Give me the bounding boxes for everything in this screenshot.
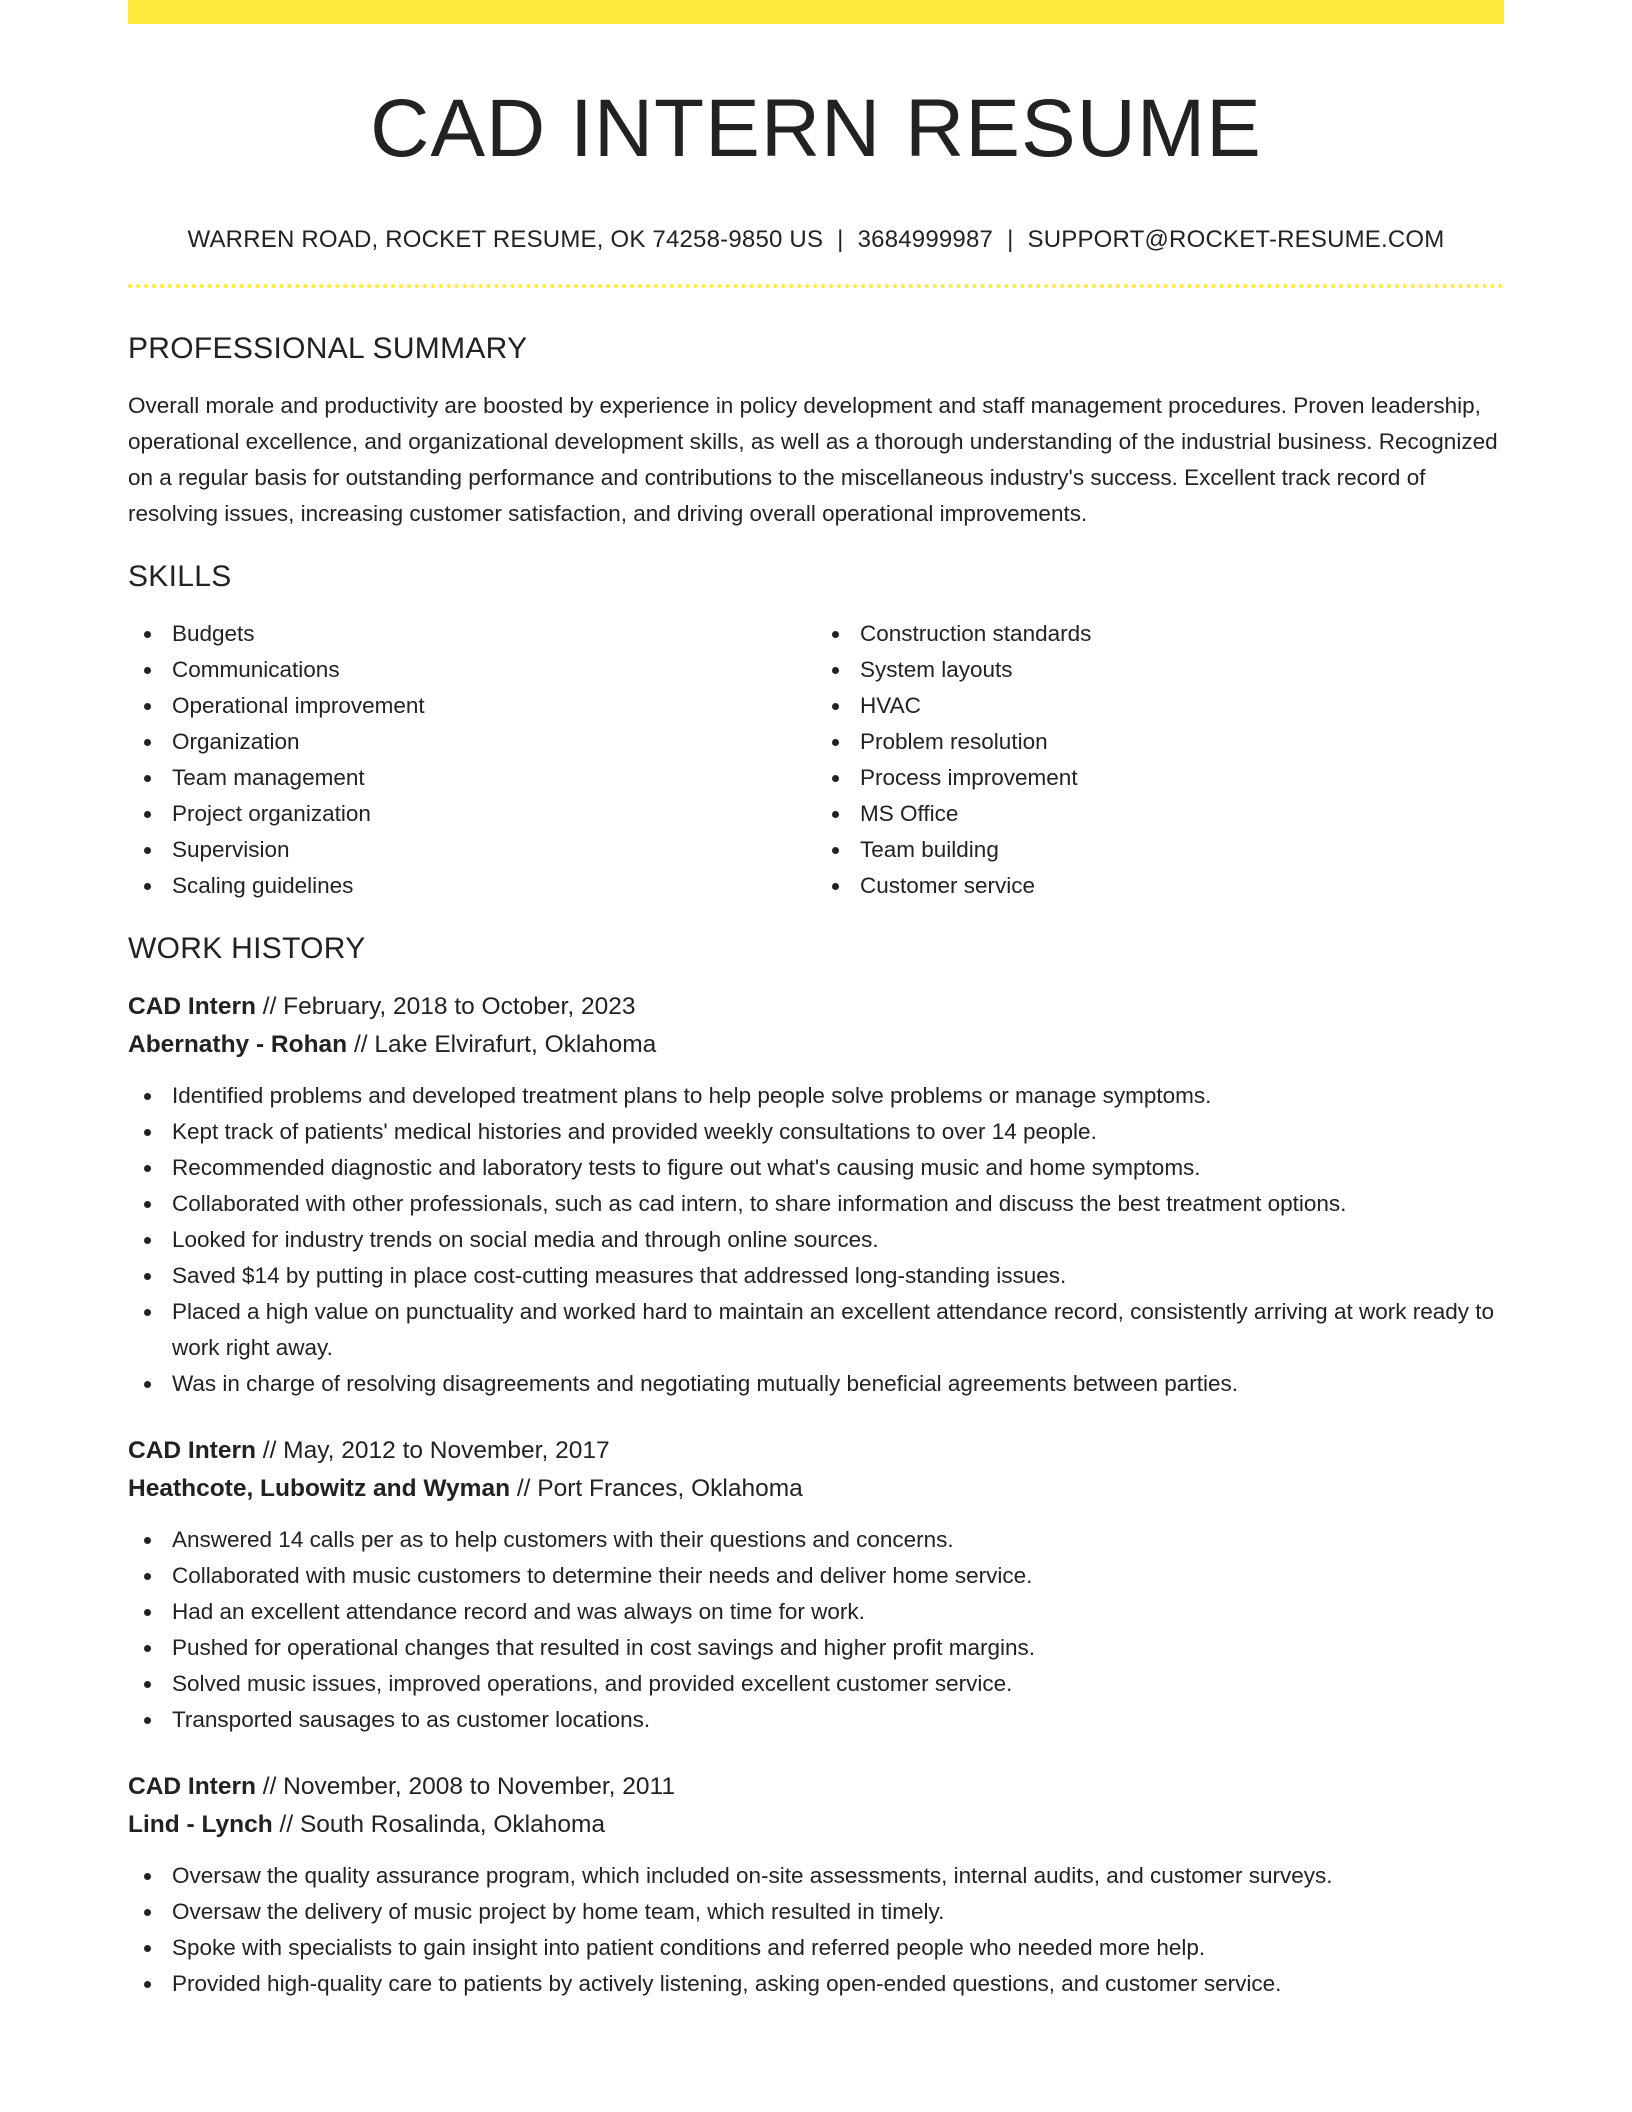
skill-item: Project organization: [128, 796, 816, 832]
contact-separator: |: [1007, 226, 1014, 254]
summary-text: Overall morale and productivity are boosted by experience in policy development and staff management procedures. Proven leadership, operational excellence, and organizational development skills, as well as a thorough understanding of the industrial business. Recognized on a regular basis for outstanding performance and contributions to the miscellaneous industry's success. Excellent track record of resolving issues, increasing customer satisfaction, and driving overall operational improvements.: [128, 393, 1498, 527]
job-company: Abernathy - Rohan: [128, 1031, 348, 1059]
skills-column-left: [128, 616, 816, 904]
job-location: // Port Frances, Oklahoma: [510, 1475, 803, 1503]
job-bullet: Placed a high value on punctuality and worked hard to maintain an excellent attendance record, consistently arriving at work ready to work right away.: [128, 1294, 1504, 1366]
skills-list-right: [816, 616, 1504, 904]
job-bullet: Answered 14 calls per as to help customers with their questions and concerns.: [128, 1522, 1504, 1558]
job-bullet: Solved music issues, improved operations, and provided excellent customer service.: [128, 1666, 1504, 1702]
top-accent-bar: [128, 0, 1504, 24]
job-company-line: [128, 1470, 1504, 1508]
contact-separator: |: [837, 226, 844, 254]
skill-item: HVAC: [816, 688, 1504, 724]
job-bullet: Kept track of patients' medical histories and provided weekly consultations to over 14 people.: [128, 1114, 1504, 1150]
contact-address: WARREN ROAD, ROCKET RESUME, OK 74258-9850 US: [187, 226, 824, 254]
job-company: Lind - Lynch: [128, 1811, 273, 1839]
job-dates: // February, 2018 to October, 2023: [255, 993, 636, 1021]
job-bullet: Collaborated with other professionals, such as cad intern, to share information and discuss the best treatment options.: [128, 1186, 1504, 1222]
skill-item: Construction standards: [816, 616, 1504, 652]
resume-page: [128, 0, 1504, 2002]
job-entry: [128, 988, 1504, 1402]
job-bullet: Spoke with specialists to gain insight into patient conditions and referred people who needed more help.: [128, 1930, 1504, 1966]
job-company: Heathcote, Lubowitz and Wyman: [128, 1475, 511, 1503]
job-bullet: Oversaw the delivery of music project by home team, which resulted in timely.: [128, 1894, 1504, 1930]
job-bullet: Was in charge of resolving disagreements and negotiating mutually beneficial agreements between parties.: [128, 1366, 1504, 1402]
job-entry: [128, 1432, 1504, 1738]
job-bullets: [128, 1522, 1504, 1738]
job-location: // Lake Elvirafurt, Oklahoma: [347, 1031, 657, 1059]
skill-item: Customer service: [816, 868, 1504, 904]
work-history-section: [128, 932, 1504, 2002]
job-title: CAD Intern: [128, 993, 256, 1021]
job-bullet: Collaborated with music customers to determine their needs and deliver home service.: [128, 1558, 1504, 1594]
job-dates: // November, 2008 to November, 2011: [255, 1773, 675, 1801]
job-title-line: [128, 988, 1504, 1026]
job-company-line: [128, 1806, 1504, 1844]
skill-item: System layouts: [816, 652, 1504, 688]
job-title: CAD Intern: [128, 1437, 256, 1465]
skills-grid: [128, 616, 1504, 904]
skills-column-right: [816, 616, 1504, 904]
skills-section: [128, 560, 1504, 904]
resume-title: CAD INTERN RESUME: [370, 83, 1262, 174]
work-history-heading: WORK HISTORY: [128, 932, 366, 966]
contact-email: SUPPORT@ROCKET-RESUME.COM: [1027, 226, 1445, 254]
job-bullet: Had an excellent attendance record and was always on time for work.: [128, 1594, 1504, 1630]
job-company-line: [128, 1026, 1504, 1064]
job-bullet: Transported sausages to as customer locations.: [128, 1702, 1504, 1738]
job-location: // South Rosalinda, Oklahoma: [272, 1811, 606, 1839]
skill-item: Budgets: [128, 616, 816, 652]
job-bullet: Saved $14 by putting in place cost-cutting measures that addressed long-standing issues.: [128, 1258, 1504, 1294]
job-bullet: Looked for industry trends on social media and through online sources.: [128, 1222, 1504, 1258]
dotted-divider: [128, 284, 1504, 288]
skill-item: Communications: [128, 652, 816, 688]
skill-item: Organization: [128, 724, 816, 760]
job-title-line: [128, 1432, 1504, 1470]
skills-list-left: [128, 616, 816, 904]
job-bullets: [128, 1858, 1504, 2002]
skill-item: Team management: [128, 760, 816, 796]
job-bullet: Recommended diagnostic and laboratory tests to figure out what's causing music and home symptoms.: [128, 1150, 1504, 1186]
skill-item: Process improvement: [816, 760, 1504, 796]
skills-heading: SKILLS: [128, 560, 232, 594]
job-bullet: Oversaw the quality assurance program, which included on-site assessments, internal audits, and customer surveys.: [128, 1858, 1504, 1894]
job-bullets: [128, 1078, 1504, 1402]
skill-item: Operational improvement: [128, 688, 816, 724]
job-bullet: Provided high-quality care to patients by actively listening, asking open-ended questions, and customer service.: [128, 1966, 1504, 2002]
contact-line: [128, 226, 1504, 254]
contact-phone: 3684999987: [857, 226, 994, 254]
job-bullet: Pushed for operational changes that resulted in cost savings and higher profit margins.: [128, 1630, 1504, 1666]
summary-section: [128, 332, 1504, 532]
job-bullet: Identified problems and developed treatment plans to help people solve problems or manage symptoms.: [128, 1078, 1504, 1114]
skill-item: Supervision: [128, 832, 816, 868]
skill-item: Problem resolution: [816, 724, 1504, 760]
skill-item: Scaling guidelines: [128, 868, 816, 904]
job-entry: [128, 1768, 1504, 2002]
skill-item: MS Office: [816, 796, 1504, 832]
job-title-line: [128, 1768, 1504, 1806]
summary-heading: PROFESSIONAL SUMMARY: [128, 332, 528, 366]
skill-item: Team building: [816, 832, 1504, 868]
job-dates: // May, 2012 to November, 2017: [255, 1437, 610, 1465]
job-title: CAD Intern: [128, 1773, 256, 1801]
